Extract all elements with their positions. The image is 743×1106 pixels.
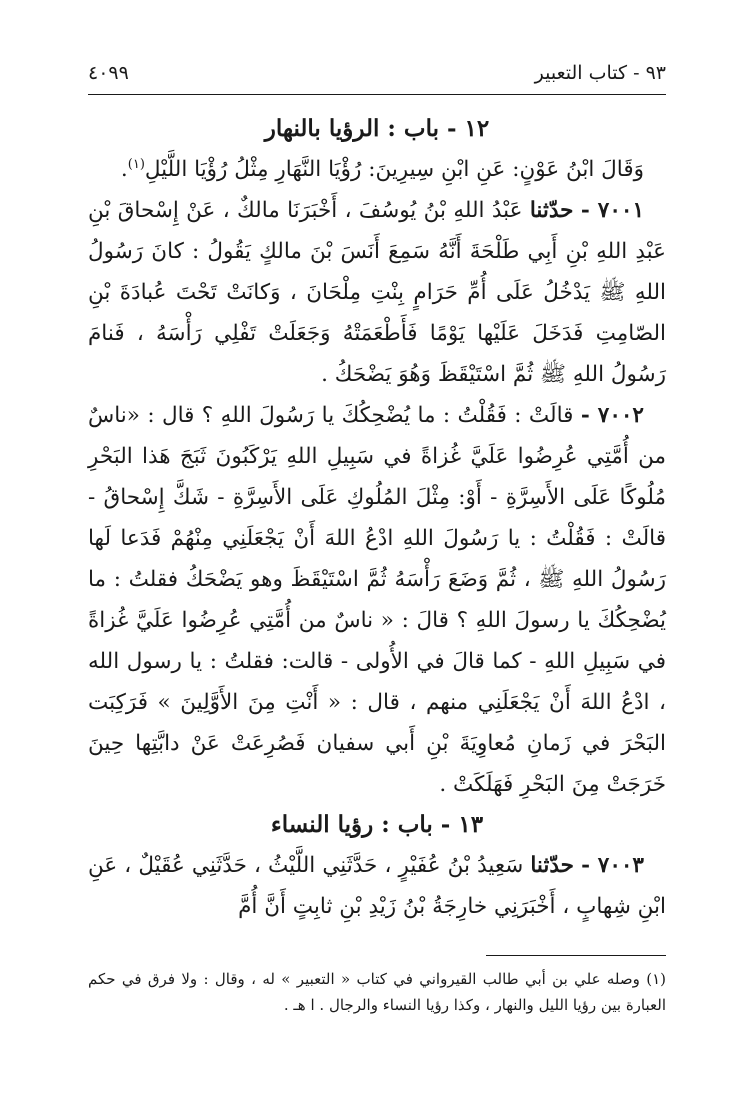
intro-end: . — [120, 157, 128, 182]
hadith-text-7002: قالَتْ : فَقُلْتُ : ما يُضْحِكُكَ يا رَسُولَ اللهِ ؟ قال : «ناسٌ من أُمَّتِي عُرِضُوا عَلَيَّ غُزاةً في سَبِيلِ اللهِ يَرْكَبُونَ ثَبَجَ هَذا البَحْرِ مُلُوكًا عَلَى الأَسِرَّةِ - أَوْ: مِثْلَ المُلُوكِ عَلَى الأَسِرَّةِ - شَكَّ إِسْحاقُ - قالَتْ : فَقُلْتُ : يا رَسُولَ اللهِ ادْعُ اللهَ أَنْ يَجْعَلَنِي مِنْهُمْ فَدَعا لَها رَسُولُ اللهِ ﷺ ، ثُمَّ وَضَعَ رَأْسَهُ ثُمَّ اسْتَيْقَظَ وهو يَضْحَكُ فقلتُ : ما يُضْحِكُكَ يا رسولَ اللهِ ؟ قالَ : « ناسٌ من أُمَّتِي عُرِضُوا عَلَيَّ غُزاةً في سَبِيلِ اللهِ - كما قالَ في الأُولى - قالت: فقلتُ : يا رسول الله ، ادْعُ اللهَ أَنْ يَجْعَلَنِي منهم ، قال : « أَنْتِ مِنَ الأَوَّلِينَ » فَرَكِبَت البَحْرَ في زَمانِ مُعاوِيَةَ بْنِ أَبي سفيان فَصُرِعَتْ عَنْ دابَّتِها حِينَ خَرَجَتْ مِنَ البَحْرِ فَهَلَكَتْ . — [88, 403, 666, 797]
page-number: ٤٠٩٩ — [88, 62, 129, 84]
book-page — [88, 62, 666, 1018]
hadith-lead-7001: حدّثنا — [529, 198, 574, 223]
hadith-7001 — [88, 190, 666, 395]
hadith-7002 — [88, 395, 666, 805]
footnote-rule — [486, 955, 666, 956]
footnote-reference[interactable]: (١) — [127, 156, 145, 172]
header-rule — [88, 94, 666, 95]
chapter-heading-12: ١٢ - باب : الرؤيا بالنهار — [264, 115, 490, 142]
running-title: ٩٣ - كتاب التعبير — [534, 62, 666, 84]
footnote: (١) وصله علي بن أبي طالب القيرواني في كتاب « التعبير » له ، وقال : ولا فرق في حكم العبارة بين رؤيا الليل والنهار ، وكذا رؤيا النساء والرجال . ا هـ . — [88, 970, 666, 1014]
hadith-text-7001: عَبْدُ اللهِ بْنُ يُوسُفَ ، أَخْبَرَنَا مالكٌ ، عَنْ إِسْحاقَ بْنِ عَبْدِ اللهِ بْنِ أَبِي طَلْحَةَ أَنَّهُ سَمِعَ أَنَسَ بْنَ مالكٍ يَقُولُ : كانَ رَسُولُ اللهِ ﷺ يَدْخُلُ عَلَى أُمِّ حَرَامٍ بِنْتِ مِلْحَانَ ، وَكانَتْ تَحْتَ عُبادَةَ بْنِ الصّامِتِ فَدَخَلَ عَلَيْها يَوْمًا فَأَطْعَمَتْهُ وَجَعَلَتْ تَفْلِي رَأْسَهُ ، فَنامَ رَسُولُ اللهِ ﷺ ثُمَّ اسْتَيْقَظَ وَهُوَ يَضْحَكُ . — [88, 198, 666, 387]
hadith-text-7003: سَعِيدُ بْنُ عُفَيْرٍ ، حَدَّثَنِي اللَّيْثُ ، حَدَّثَنِي عُقَيْلٌ ، عَنِ ابْنِ شِهابٍ ، أَخْبَرَنِي خارِجَةُ بْنُ زَيْدِ بْنِ ثابِتٍ أَنَّ أُمَّ — [88, 853, 666, 919]
page-header — [88, 62, 666, 88]
hadith-number-7001: ٧٠٠١ - — [580, 198, 644, 223]
hadith-7003 — [88, 845, 666, 927]
chapter-heading-13: ١٣ - باب : رؤيا النساء — [270, 811, 484, 838]
hadith-number-7003: ٧٠٠٣ - — [581, 853, 644, 878]
intro-text: وَقَالَ ابْنُ عَوْنٍ: عَنِ ابْنِ سِيرِينَ: رُؤْيَا النَّهَارِ مِثْلُ رُؤْيَا اللَّيْلِ — [144, 157, 644, 182]
hadith-number-7002: ٧٠٠٢ - — [580, 403, 644, 428]
hadith-lead-7003: حدّثنا — [530, 853, 574, 878]
intro-paragraph — [88, 149, 666, 190]
